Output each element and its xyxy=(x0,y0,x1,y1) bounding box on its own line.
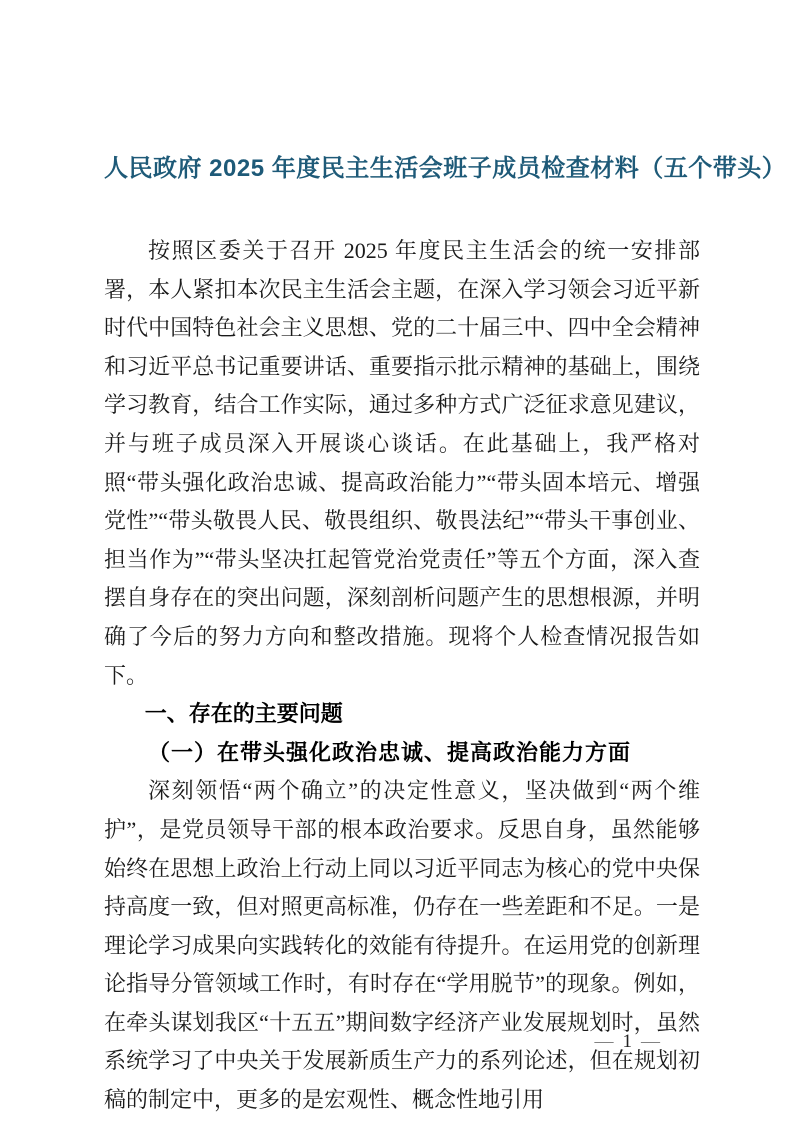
page-number xyxy=(586,1030,670,1054)
paragraph-problem-analysis: 深刻领悟“两个确立”的决定性意义，坚决做到“两个维护”，是党员领导干部的根本政治要求。反思自身，虽然能够始终在思想上政治上行动上同以习近平同志为核心的党中央保持高度一致，但对照更高标准，仍存在一些差距和不足。一是理论学习成果向实践转化的效能有待提升。在运用党的创新理论指导分管领域工作时，有时存在“学用脱节”的现象。例如，在牵头谋划我区“十五五”期间数字经济产业发展规划时，虽然系统学习了中央关于发展新质生产力的系列论述，但在规划初稿的制定中，更多的是宏观性、概念性地引用 xyxy=(104,778,700,1113)
paragraph-intro: 按照区委关于召开 2025 年度民主生活会的统一安排部署，本人紧扣本次民主生活会主题，在深入学习领会习近平新时代中国特色社会主义思想、党的二十届三中、四中全会精神和习近平总书记重要讲话、重要指示批示精神的基础上，围绕学习教育，结合工作实际，通过多种方式广泛征求意见建议，并与班子成员深入开展谈心谈话。在此基础上，我严格对照“带头强化政治忠诚、提高政治能力”“带头固本培元、增强党性”“带头敬畏人民、敬畏组织、敬畏法纪”“带头干事创业、担当作为”“带头坚决扛起管党治党责任”等五个方面，深入查摆自身存在的突出问题，深刻剖析问题产生的思想根源，并明确了今后的努力方向和整改措施。现将个人检查情况报告如下。 xyxy=(104,238,700,688)
section-heading-main-problems: 一、存在的主要问题 xyxy=(144,701,343,727)
document-body xyxy=(104,232,700,1120)
subsection-heading-political-loyalty: （一）在带头强化政治忠诚、提高政治能力方面 xyxy=(148,739,632,765)
page-number-right-dash: — xyxy=(641,1031,660,1052)
page-title: 人民政府 2025 年度民主生活会班子成员检查材料（五个带头） xyxy=(104,155,787,182)
page-number-left-dash: — xyxy=(594,1031,614,1052)
page-number-value: 1 xyxy=(622,1031,632,1052)
